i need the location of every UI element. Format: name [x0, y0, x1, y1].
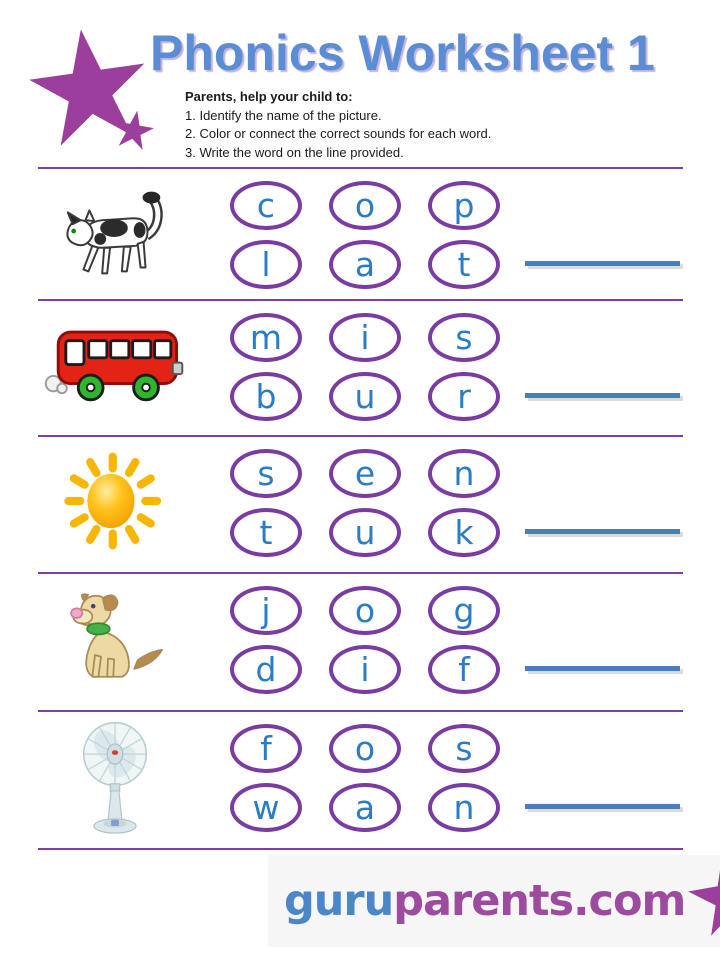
answer-line[interactable]	[525, 529, 680, 534]
letter-label: w	[252, 788, 280, 827]
letter-options	[230, 313, 500, 421]
letter-oval[interactable]	[329, 449, 401, 498]
sun-image	[40, 437, 190, 565]
page-title: Phonics Worksheet 1	[150, 25, 655, 81]
letter-options	[230, 586, 500, 694]
letter-oval[interactable]	[428, 372, 500, 421]
letter-label: n	[453, 454, 475, 493]
brand-wordmark	[284, 876, 685, 926]
brand-parents-com: parents.com	[393, 876, 686, 926]
letter-label: i	[360, 650, 370, 689]
letter-label: p	[453, 186, 475, 225]
letter-label: c	[256, 186, 276, 225]
letter-label: u	[354, 513, 376, 552]
letter-oval[interactable]	[230, 724, 302, 773]
letter-label: o	[354, 729, 376, 768]
instruction-step: 2. Color or connect the correct sounds for each word.	[185, 126, 492, 141]
letter-label: r	[457, 377, 471, 416]
letter-oval[interactable]	[428, 181, 500, 230]
brand-guru: guru	[284, 876, 394, 926]
letter-label: j	[261, 591, 271, 630]
worksheet-row-fan	[0, 710, 720, 848]
letter-label: b	[255, 377, 277, 416]
worksheet-row-dog	[0, 572, 720, 710]
footer-brand-bar	[268, 855, 720, 947]
letter-oval[interactable]	[329, 645, 401, 694]
row-divider	[38, 848, 683, 850]
letter-oval[interactable]	[230, 586, 302, 635]
instruction-step: 3. Write the word on the line provided.	[185, 144, 404, 160]
letter-oval[interactable]	[230, 449, 302, 498]
letter-oval[interactable]	[329, 586, 401, 635]
fan-image	[40, 712, 190, 840]
answer-line[interactable]	[525, 261, 680, 266]
letter-oval[interactable]	[428, 449, 500, 498]
letter-oval[interactable]	[428, 645, 500, 694]
letter-label: d	[255, 650, 277, 689]
letter-oval[interactable]	[230, 372, 302, 421]
letter-label: l	[261, 245, 271, 284]
letter-label: o	[354, 186, 376, 225]
brand-star-icon	[687, 855, 720, 947]
letter-oval[interactable]	[329, 372, 401, 421]
letter-oval[interactable]	[428, 586, 500, 635]
letter-label: f	[260, 729, 272, 768]
letter-label: e	[354, 454, 376, 493]
letter-label: s	[257, 454, 275, 493]
letter-oval[interactable]	[329, 783, 401, 832]
instructions-heading: Parents, help your child to:	[185, 89, 353, 104]
letter-label: i	[360, 318, 370, 357]
letter-oval[interactable]	[428, 783, 500, 832]
letter-oval[interactable]	[230, 783, 302, 832]
letter-label: f	[458, 650, 470, 689]
letter-label: o	[354, 591, 376, 630]
letter-options	[230, 449, 500, 557]
letter-oval[interactable]	[230, 181, 302, 230]
letter-oval[interactable]	[329, 240, 401, 289]
letter-label: a	[354, 245, 376, 284]
letter-oval[interactable]	[329, 508, 401, 557]
letter-label: a	[354, 788, 376, 827]
letter-oval[interactable]	[428, 508, 500, 557]
letter-oval[interactable]	[230, 313, 302, 362]
letter-label: t	[259, 513, 273, 552]
dog-image	[40, 574, 190, 702]
letter-label: u	[354, 377, 376, 416]
letter-label: k	[454, 513, 474, 552]
letter-label: s	[455, 729, 473, 768]
letter-oval[interactable]	[329, 724, 401, 773]
worksheet-row-sun	[0, 435, 720, 572]
worksheet-row-cat	[0, 167, 720, 299]
worksheet-row-bus	[0, 299, 720, 435]
letter-oval[interactable]	[329, 181, 401, 230]
letter-label: n	[453, 788, 475, 827]
letter-label: t	[457, 245, 471, 284]
instruction-step: 1. Identify the name of the picture.	[185, 107, 382, 123]
letter-label: g	[453, 591, 475, 630]
letter-label: m	[249, 318, 283, 357]
bus-image	[40, 301, 190, 429]
answer-line[interactable]	[525, 804, 680, 809]
answer-line[interactable]	[525, 666, 680, 671]
guruparents-star-logo-icon	[14, 10, 169, 165]
letter-oval[interactable]	[428, 724, 500, 773]
letter-oval[interactable]	[230, 508, 302, 557]
letter-oval[interactable]	[230, 645, 302, 694]
letter-oval[interactable]	[329, 313, 401, 362]
letter-options	[230, 181, 500, 289]
letter-oval[interactable]	[428, 313, 500, 362]
answer-line[interactable]	[525, 393, 680, 398]
letter-options	[230, 724, 500, 832]
cat-image	[40, 169, 190, 297]
instructions	[185, 88, 491, 162]
letter-label: s	[455, 318, 473, 357]
letter-oval[interactable]	[428, 240, 500, 289]
letter-oval[interactable]	[230, 240, 302, 289]
